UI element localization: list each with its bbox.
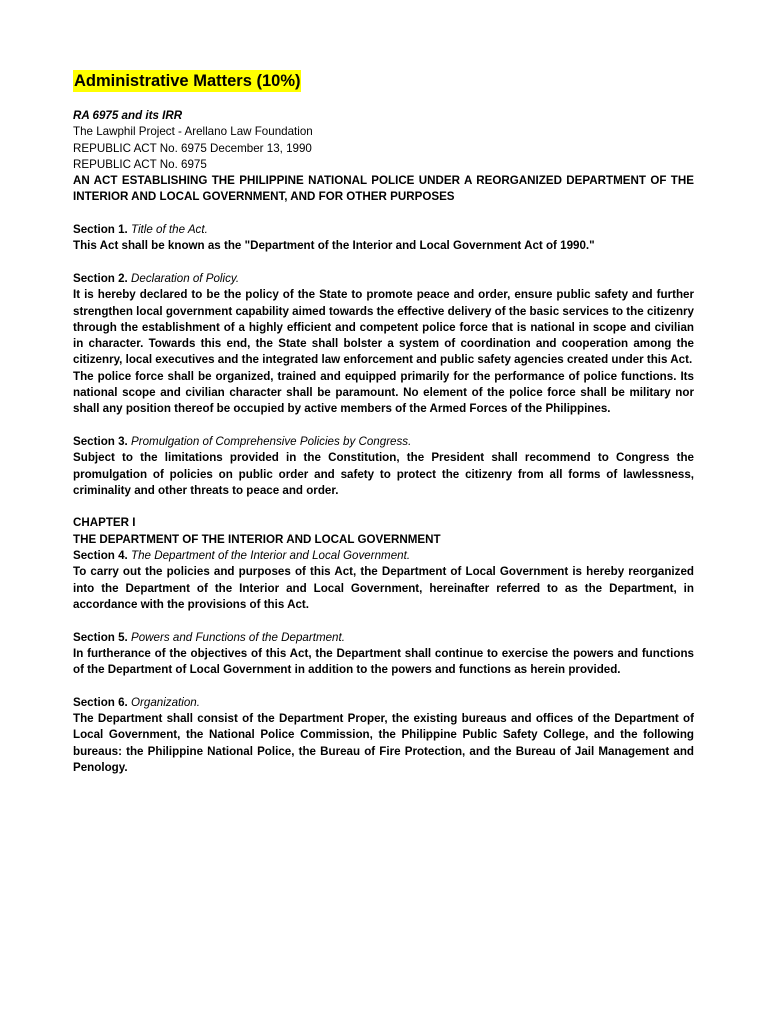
section-paragraph: It is hereby declared to be the policy of the State to promote peace and order, ensure public safety and further strengthen local government capability aimed towards the effective delivery of the basic services to the citizenry through the establishment of a highly efficient and competent police force that is national in scope and civilian in character. Towards this end, the State shall bolster a system of coordination and cooperation among the citizenry, local executives and the integrated law enforcement and public safety agencies created under this Act. [73,288,694,367]
document-page [73,70,694,776]
act-title: AN ACT ESTABLISHING THE PHILIPPINE NATIONAL POLICE UNDER A REORGANIZED DEPARTMENT OF THE INTERIOR AND LOCAL GOVERNMENT, AND FOR OTHER PURPOSES [73,174,694,204]
section-title: Powers and Functions of the Department. [131,630,345,644]
section-6 [73,695,694,776]
section-paragraph: To carry out the policies and purposes of this Act, the Department of Local Government is hereby reorganized into the Department of the Interior and Local Government, hereinafter referred to as the Department, in accordance with the provisions of this Act. [73,565,694,611]
section-title: Declaration of Policy. [131,271,240,285]
section-number: Section 1. [73,223,128,237]
section-title: Title of the Act. [131,223,208,237]
ra-date-line: REPUBLIC ACT No. 6975 December 13, 1990 [73,141,312,155]
section-1 [73,222,694,255]
section-paragraph: Subject to the limitations provided in the Constitution, the President shall recommend to Congress the promulgation of policies on public order and safety to protect the citizenry from all forms of lawlessness, criminality and other threats to peace and order. [73,451,694,497]
section-number: Section 3. [73,434,128,448]
section-number: Section 4. [73,549,128,563]
section-heading [73,695,694,711]
section-3 [73,434,694,499]
section-paragraph: This Act shall be known as the "Department of the Interior and Local Government Act of 1990." [73,239,595,253]
section-heading [73,630,694,646]
section-4 [73,548,694,613]
document-title: Administrative Matters (10%) [74,72,301,90]
section-5 [73,630,694,679]
section-heading [73,222,694,238]
section-paragraph: The Department shall consist of the Department Proper, the existing bureaus and offices of the Department of Local Government, the National Police Commission, the Philippine Public Safety College, and the following bureaus: the Philippine National Police, the Bureau of Fire Protection, and the Bureau of Jail Management and Penology. [73,711,694,774]
section-paragraph: The police force shall be organized, trained and equipped primarily for the performance of police functions. Its national scope and civilian character shall be paramount. No element of the police force shall be military nor shall any position thereof be occupied by active members of the Armed Forces of the Philippines. [73,369,694,416]
section-number: Section 2. [73,271,128,285]
ra-title: RA 6975 and its IRR [73,109,183,122]
section-title: Organization. [131,695,200,709]
section-2 [73,271,694,418]
section-heading [73,548,694,564]
ra-name-line: REPUBLIC ACT No. 6975 [73,157,207,171]
section-heading [73,271,694,287]
section-heading [73,434,694,450]
section-number: Section 6. [73,695,128,709]
section-title: The Department of the Interior and Local Government. [131,549,411,563]
section-paragraph: In furtherance of the objectives of this Act, the Department shall continue to exercise the powers and functions of the Department of Local Government in addition to the powers and functions as herein provided. [73,646,694,677]
source-line: The Lawphil Project - Arellano Law Foundation [73,125,313,139]
chapter-name: THE DEPARTMENT OF THE INTERIOR AND LOCAL GOVERNMENT [73,532,441,546]
section-title: Promulgation of Comprehensive Policies by Congress. [131,434,412,448]
chapter-label: CHAPTER I [73,516,136,530]
section-number: Section 5. [73,630,128,644]
